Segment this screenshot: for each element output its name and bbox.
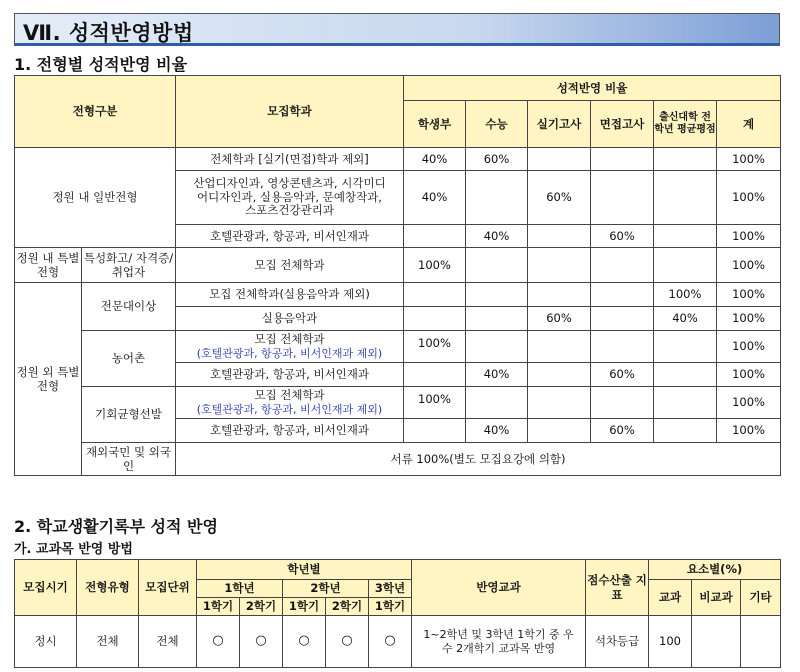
cell: 60% [591, 363, 654, 387]
cell: 100% [717, 307, 781, 331]
hdr-sem: 1학기 [369, 598, 412, 616]
cell: 40% [466, 363, 528, 387]
subgroup-rural: 농어촌 [82, 331, 176, 387]
cell [591, 283, 654, 307]
subgroup-college: 전문대이상 [82, 283, 176, 331]
cell [591, 331, 654, 363]
cell: 60% [528, 171, 591, 225]
cell: 60% [591, 225, 654, 248]
cell [528, 283, 591, 307]
ratio-table [14, 75, 781, 476]
cell [654, 387, 717, 419]
cell [654, 419, 717, 443]
hdr-type2: 전형유형 [77, 560, 139, 616]
hdr-element-1: 비교과 [692, 580, 741, 616]
cell: 100% [717, 363, 781, 387]
cell: 100% [717, 225, 781, 248]
cell [404, 225, 466, 248]
cell: 100% [717, 331, 781, 363]
cell: 60% [466, 148, 528, 171]
cell [466, 171, 528, 225]
cell [654, 331, 717, 363]
hdr-element-2: 기타 [741, 580, 781, 616]
hdr-origin: 출신대학 전 학년 평균평점 [654, 101, 717, 148]
mark: ○ [283, 616, 326, 668]
row-subjects: 1~2학년 및 3학년 1학기 중 우수 2개학기 교과목 반영 [412, 616, 586, 668]
hdr-ratio: 성적반영 비율 [404, 76, 781, 101]
cell: 60% [528, 307, 591, 331]
cell [466, 248, 528, 283]
cell: 40% [466, 419, 528, 443]
row-dept: 산업디자인과, 영상콘텐츠과, 시각미디어디자인과, 실용음악과, 문예창작과, 스포츠건강관리과 [176, 171, 404, 225]
row-dept: 호텔관광과, 항공과, 비서인재과 [176, 363, 404, 387]
banner-title: Ⅶ. 성적반영방법 [23, 21, 194, 45]
cell [528, 363, 591, 387]
cell: 100% [717, 171, 781, 225]
cell [654, 363, 717, 387]
hdr-dept: 모집학과 [176, 76, 404, 148]
row-dept: 모집 전체학과(실용음악과 제외) [176, 283, 404, 307]
cell: 40% [404, 148, 466, 171]
hdr-col-2: 실기고사 [528, 101, 591, 148]
hdr-unit: 모집단위 [139, 560, 197, 616]
row-dept: 실용음악과 [176, 307, 404, 331]
group-general: 정원 내 일반전형 [15, 148, 176, 248]
subject-table [14, 559, 781, 668]
mark: ○ [197, 616, 240, 668]
cell [654, 248, 717, 283]
row-type: 전체 [77, 616, 139, 668]
cell [591, 171, 654, 225]
cell: 100% [404, 387, 466, 419]
hdr-grade-2: 2학년 [283, 580, 369, 598]
cell: 40% [404, 171, 466, 225]
cell [404, 419, 466, 443]
hdr-subjects: 반영교과 [412, 560, 586, 616]
row-dept: 호텔관광과, 항공과, 비서인재과 [176, 419, 404, 443]
mark: ○ [240, 616, 283, 668]
row-dept: 호텔관광과, 항공과, 비서인재과 [176, 225, 404, 248]
section2-title: 2. 학교생활기록부 성적 반영 [14, 517, 218, 536]
hdr-sem: 1학기 [283, 598, 326, 616]
cell [654, 225, 717, 248]
cell: 100% [717, 148, 781, 171]
row-dept: 모집 전체학과 [176, 248, 404, 283]
cell [466, 283, 528, 307]
dept-main: 모집 전체학과 [254, 332, 325, 347]
cell [654, 171, 717, 225]
row-element [692, 616, 741, 668]
cell: 100% [717, 387, 781, 419]
cell: 100% [654, 283, 717, 307]
row-unit: 전체 [139, 616, 197, 668]
hdr-by-element: 요소별(%) [649, 560, 781, 580]
row-element: 100 [649, 616, 692, 668]
dept-note: (호텔관광과, 항공과, 비서인재과 제외) [196, 402, 383, 416]
row-dept [176, 331, 404, 363]
cell [466, 307, 528, 331]
cell [528, 387, 591, 419]
hdr-col-1: 수능 [466, 101, 528, 148]
cell [404, 307, 466, 331]
overseas-note: 서류 100%(별도 모집요강에 의함) [176, 443, 781, 476]
hdr-grade-1: 1학년 [197, 580, 283, 598]
cell [528, 225, 591, 248]
cell [528, 148, 591, 171]
mark: ○ [369, 616, 412, 668]
hdr-by-grade: 학년별 [197, 560, 412, 580]
cell [528, 419, 591, 443]
hdr-score-index: 점수산출 지표 [586, 560, 649, 616]
cell: 40% [654, 307, 717, 331]
group-special-in: 정원 내 특별전형 [15, 248, 82, 283]
cell [404, 283, 466, 307]
subgroup-vocational: 특성화고/ 자격증/취업자 [82, 248, 176, 283]
cell: 100% [717, 283, 781, 307]
cell: 60% [591, 419, 654, 443]
dept-main: 모집 전체학과 [254, 388, 325, 403]
section-banner [14, 13, 780, 46]
row-element [741, 616, 781, 668]
group-special-out: 정원 외 특별전형 [15, 283, 82, 476]
hdr-element-0: 교과 [649, 580, 692, 616]
cell [591, 307, 654, 331]
hdr-sem: 2학기 [326, 598, 369, 616]
cell: 100% [717, 248, 781, 283]
subgroup-overseas: 재외국민 및 외국인 [82, 443, 176, 476]
cell [591, 148, 654, 171]
section1-title: 1. 전형별 성적반영 비율 [14, 55, 188, 74]
hdr-col-3: 면접고사 [591, 101, 654, 148]
cell [591, 387, 654, 419]
cell [528, 331, 591, 363]
hdr-sem: 1학기 [197, 598, 240, 616]
cell: 100% [404, 331, 466, 363]
cell: 100% [717, 419, 781, 443]
cell [528, 248, 591, 283]
cell [591, 248, 654, 283]
hdr-col-0: 학생부 [404, 101, 466, 148]
cell: 40% [466, 225, 528, 248]
hdr-type: 전형구분 [15, 76, 176, 148]
cell: 100% [404, 248, 466, 283]
hdr-sem: 2학기 [240, 598, 283, 616]
dept-note: (호텔관광과, 항공과, 비서인재과 제외) [196, 346, 383, 360]
row-dept [176, 387, 404, 419]
row-score-index: 석차등급 [586, 616, 649, 668]
cell [466, 387, 528, 419]
section2-subtitle: 가. 교과목 반영 방법 [14, 542, 133, 557]
cell [654, 148, 717, 171]
hdr-total: 계 [717, 101, 781, 148]
subgroup-balance: 기회균형선발 [82, 387, 176, 443]
hdr-period: 모집시기 [15, 560, 77, 616]
cell [466, 331, 528, 363]
mark: ○ [326, 616, 369, 668]
hdr-grade-3: 3학년 [369, 580, 412, 598]
row-period: 정시 [15, 616, 77, 668]
cell [404, 363, 466, 387]
row-dept: 전체학과 [실기(면접)학과 제외] [176, 148, 404, 171]
